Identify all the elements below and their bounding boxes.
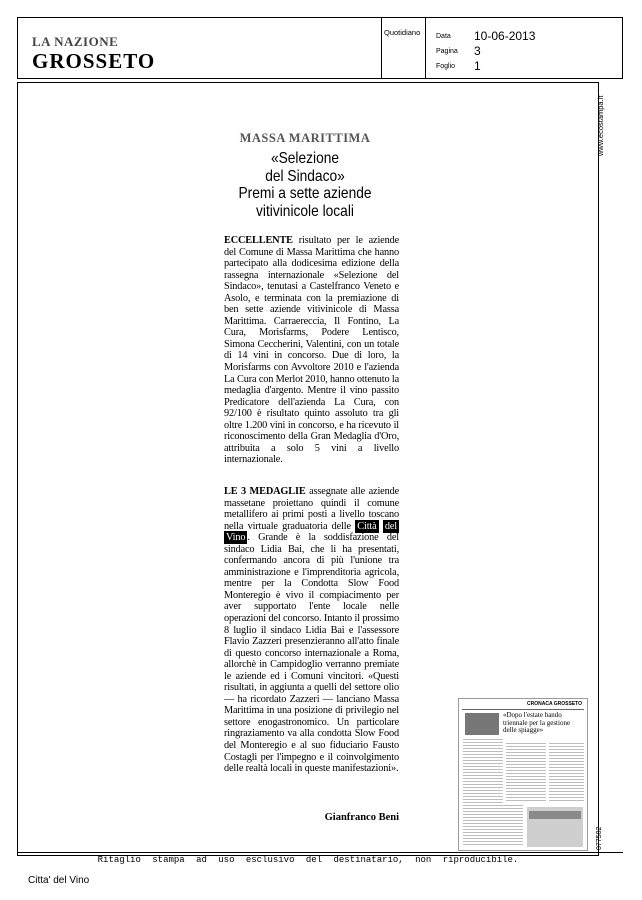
thumbnail-text-line — [549, 782, 584, 783]
thumbnail-text-line — [549, 746, 584, 747]
thumbnail-text-line — [506, 743, 546, 744]
thumbnail-text-line — [463, 772, 503, 773]
thumbnail-text-line — [463, 763, 503, 764]
thumbnail-text-line — [463, 802, 503, 803]
footer-disclaimer: Ritaglio stampa ad uso esclusivo del destinatario, non riproducibile. — [97, 855, 519, 865]
thumbnail-text-line — [463, 832, 523, 833]
paragraph-text: . Grande è la soddisfazione del sindaco Lidia Bai, che li ha presentati, confermando ancora di più l'unione tra amministrazione e l'imprenditoria agricola, mentre per la Condotta Slow Food Monteregio è vivo il compiacimento per aver supportato l'ente locale nelle operazioni del concorso. Intanto il prossimo 8 luglio il sindaco Lidia Bai e l'assessore Flavio Zazzeri presenzieranno all'atto finale di questo concorso internazionale a Roma, allorchè in Campidoglio verranno premiate le aziende ed i Comuni vincitori. «Questi risultati, in aggiunta a quelli del settore olio — ha ricordato Zazzeri — lanciano Massa Marittima in una posizione di privilegio nel settore enogastronomico. Un particolare ringraziamento va alla condotta Slow Food del Monteregio e al suo fiduciario Fausto Costagli per l'impegno e il coinvolgimento delle realtà locali in queste manifestazioni». — [224, 532, 399, 775]
article-author: Gianfranco Beni — [324, 812, 399, 823]
thumbnail-text-line — [549, 785, 584, 786]
thumbnail-text-line — [506, 779, 546, 780]
sheet-value: 1 — [474, 59, 481, 73]
clipping-code: 077502 — [596, 826, 603, 850]
thumbnail-text-line — [506, 770, 546, 771]
thumbnail-text-line — [463, 793, 503, 794]
footer-rule — [17, 852, 623, 853]
thumbnail-text-line — [463, 775, 503, 776]
thumbnail-text-line — [549, 773, 584, 774]
thumbnail-text-line — [463, 751, 503, 752]
thumbnail-text-line — [506, 788, 546, 789]
page-value: 3 — [474, 44, 481, 58]
publication-name: LA NAZIONE — [32, 34, 119, 49]
thumbnail-text-line — [463, 769, 503, 770]
thumbnail-text-line — [463, 817, 523, 818]
headline-line: vitivinicole locali — [256, 202, 354, 220]
thumbnail-text-line — [506, 791, 546, 792]
thumbnail-text-line — [463, 796, 503, 797]
thumbnail-text-line — [549, 791, 584, 792]
thumbnail-text-line — [549, 779, 584, 780]
thumbnail-text-line — [549, 764, 584, 765]
thumbnail-text-line — [463, 766, 503, 767]
thumbnail-text-line — [549, 794, 584, 795]
keyword-highlight: Città — [357, 520, 377, 532]
thumbnail-text-line — [506, 773, 546, 774]
thumbnail-text-line — [506, 761, 546, 762]
thumbnail-section: CRONACA GROSSETO — [527, 701, 583, 707]
thumbnail-text-line — [463, 760, 503, 761]
headline-line: «Selezione — [270, 150, 340, 167]
thumbnail-text-line — [463, 757, 503, 758]
header-divider — [381, 18, 382, 78]
date-value: 10-06-2013 — [474, 29, 536, 43]
article-kicker: MASSA MARITTIMA — [239, 131, 371, 145]
thumbnail-text-line — [463, 739, 503, 740]
thumbnail-text-line — [549, 800, 584, 801]
thumbnail-text-line — [463, 811, 523, 812]
thumbnail-rule — [462, 709, 584, 710]
source-url: www.ecostampa.it — [596, 95, 605, 156]
thumbnail-text-line — [506, 758, 546, 759]
thumbnail-text-line — [463, 748, 503, 749]
thumbnail-text-line — [463, 841, 523, 842]
thumbnail-text-line — [463, 787, 503, 788]
thumbnail-headline: «Dopo l'estate bando triennale per la gestione delle spiagge» — [503, 711, 571, 734]
thumbnail-text-line — [463, 778, 503, 779]
paragraph-lead: LE 3 MEDAGLIE — [224, 486, 306, 497]
keyword-tag: Citta' del Vino — [28, 875, 90, 886]
article-headline — [215, 150, 396, 220]
thumbnail-text-line — [506, 767, 546, 768]
sheet-label: Foglio — [436, 63, 456, 70]
thumbnail-text-line — [463, 790, 503, 791]
thumbnail-text-line — [506, 797, 546, 798]
thumbnail-text-line — [463, 784, 503, 785]
thumbnail-text-line — [549, 758, 584, 759]
thumbnail-text-line — [463, 814, 523, 815]
thumbnail-text-line — [549, 761, 584, 762]
thumbnail-text-line — [549, 788, 584, 789]
thumbnail-text-line — [549, 743, 584, 744]
frequency-label: Quotidiano — [384, 28, 421, 37]
thumbnail-text-line — [506, 785, 546, 786]
thumbnail-text-line — [463, 838, 523, 839]
paragraph-lead: ECCELLENTE — [224, 235, 293, 246]
thumbnail-text-line — [463, 799, 503, 800]
page-thumbnail — [458, 698, 588, 851]
thumbnail-text-line — [506, 782, 546, 783]
publication-edition: GROSSETO — [32, 49, 156, 73]
header-divider — [425, 18, 426, 78]
page-label: Pagina — [436, 48, 458, 55]
thumbnail-text-line — [506, 746, 546, 747]
thumbnail-text-line — [463, 742, 503, 743]
thumbnail-text-line — [549, 755, 584, 756]
keyword-highlight: del — [384, 520, 397, 532]
article-paragraph-2 — [224, 486, 399, 775]
thumbnail-text-line — [549, 770, 584, 771]
thumbnail-text-line — [463, 844, 523, 845]
thumbnail-text-line — [549, 767, 584, 768]
thumbnail-text-line — [463, 829, 523, 830]
thumbnail-text-line — [506, 764, 546, 765]
thumbnail-text-line — [549, 752, 584, 753]
thumbnail-text-line — [506, 800, 546, 801]
thumbnail-text-line — [463, 805, 523, 806]
thumbnail-text-line — [506, 776, 546, 777]
headline-line: del Sindaco» — [265, 167, 345, 185]
thumbnail-text-line — [506, 752, 546, 753]
article-paragraph-1 — [224, 235, 399, 466]
thumbnail-ad-title — [529, 811, 581, 819]
thumbnail-text-line — [506, 794, 546, 795]
thumbnail-text-line — [463, 808, 523, 809]
date-label: Data — [436, 33, 451, 40]
headline-line: Premi a sette aziende — [238, 185, 372, 202]
thumbnail-text-line — [463, 754, 503, 755]
thumbnail-text-line — [463, 823, 523, 824]
thumbnail-text-line — [506, 749, 546, 750]
paragraph-text: risultato per le aziende del Comune di Massa Marittima che hanno partecipato alla dodicesima edizione della rassegna internazionale «Selezione del Sindaco», tenutasi a Castelfranco Veneto e Asolo, e terminata con la premiazione di ben sette aziende vitivinicole di Massa Marittima. Carraereccia, Il Fontino, La Cura, Morisfarms, Podere Lentisco, Simona Ceccherini, Valentini, con un totale di 14 vini in concorso. Due di loro, la Morisfarms con Avvoltore 2010 e l'azienda La Cura con Merlot 2010, hanno ottenuto la medaglia d'argento. Mentre il vino passito Predicatore dell'azienda La Cura, con 92/100 è risultato quinto assoluto tra gli oltre 1.200 vini in concorso, e ha ricevuto il riconoscimento della Gran Medaglia d'Oro, attribuita a solo 5 vini a livello internazionale. — [224, 235, 399, 466]
paragraph-text: assegnate alle aziende massetane proiettano quindi il comune metallifero ai primi posti a livello toscano nella virtuale graduatoria delle — [224, 486, 400, 532]
thumbnail-text-line — [549, 797, 584, 798]
thumbnail-text-line — [463, 781, 503, 782]
thumbnail-text-line — [463, 745, 503, 746]
thumbnail-text-line — [549, 776, 584, 777]
thumbnail-text-line — [549, 749, 584, 750]
thumbnail-text-line — [463, 835, 523, 836]
thumbnail-photo — [465, 713, 499, 735]
thumbnail-text-line — [463, 820, 523, 821]
thumbnail-text-line — [506, 755, 546, 756]
thumbnail-text-line — [463, 826, 523, 827]
keyword-highlight: Vino — [226, 532, 246, 544]
